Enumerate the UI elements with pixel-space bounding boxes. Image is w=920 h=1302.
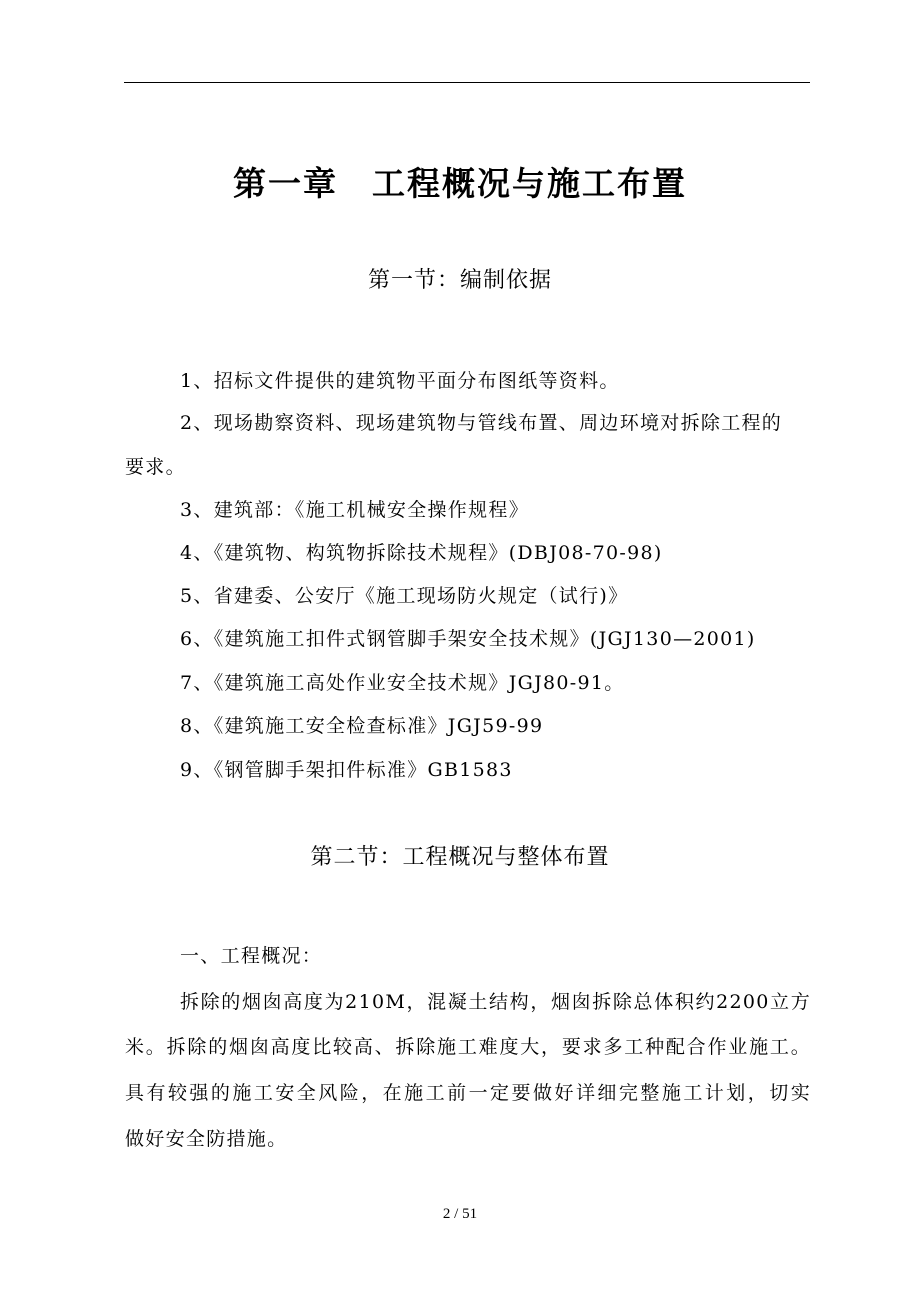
list-item: 4、《建筑物、构筑物拆除技术规程》(DBJ08-70-98) [180,542,663,564]
header-rule [124,82,810,83]
list-item: 8、《建筑施工安全检查标准》JGJ59-99 [180,715,544,737]
list-item: 9、《钢管脚手架扣件标准》GB1583 [180,759,513,781]
section-title-basis: 第一节：编制依据 [367,268,552,293]
list-item-continuation: 要求。 [125,456,186,478]
paragraph-line: 拆除的烟囱高度为210M，混凝土结构，烟囱拆除总体积约2200立方 [180,991,811,1013]
chapter-number: 第一章 [233,164,338,203]
list-item: 7、《建筑施工高处作业安全技术规》JGJ80-91。 [180,672,625,694]
subheading: 一、工程概况： [180,945,323,967]
paragraph-line: 做好安全防措施。 [125,1128,288,1150]
list-item: 5、省建委、公安厅《施工现场防火规定（试行)》 [180,585,629,607]
section-title-overview: 第二节：工程概况与整体布置 [310,845,610,870]
paragraph-line: 米。拆除的烟囱高度比较高、拆除施工难度大，要求多工种配合作业施工。 [125,1036,811,1058]
paragraph-line: 具有较强的施工安全风险，在施工前一定要做好详细完整施工计划，切实 [125,1082,811,1104]
list-item: 2、现场勘察资料、现场建筑物与管线布置、周边环境对拆除工程的 [180,412,783,434]
chapter-name: 工程概况与施工布置 [372,164,687,203]
list-item: 3、建筑部：《施工机械安全操作规程》 [180,499,529,521]
chapter-title [0,160,920,208]
page-number: 2 / 51 [442,1206,478,1222]
list-item: 6、《建筑施工扣件式钢管脚手架安全技术规》(JGJ130—2001) [180,628,756,650]
list-item: 1、招标文件提供的建筑物平面分布图纸等资料。 [180,370,620,392]
